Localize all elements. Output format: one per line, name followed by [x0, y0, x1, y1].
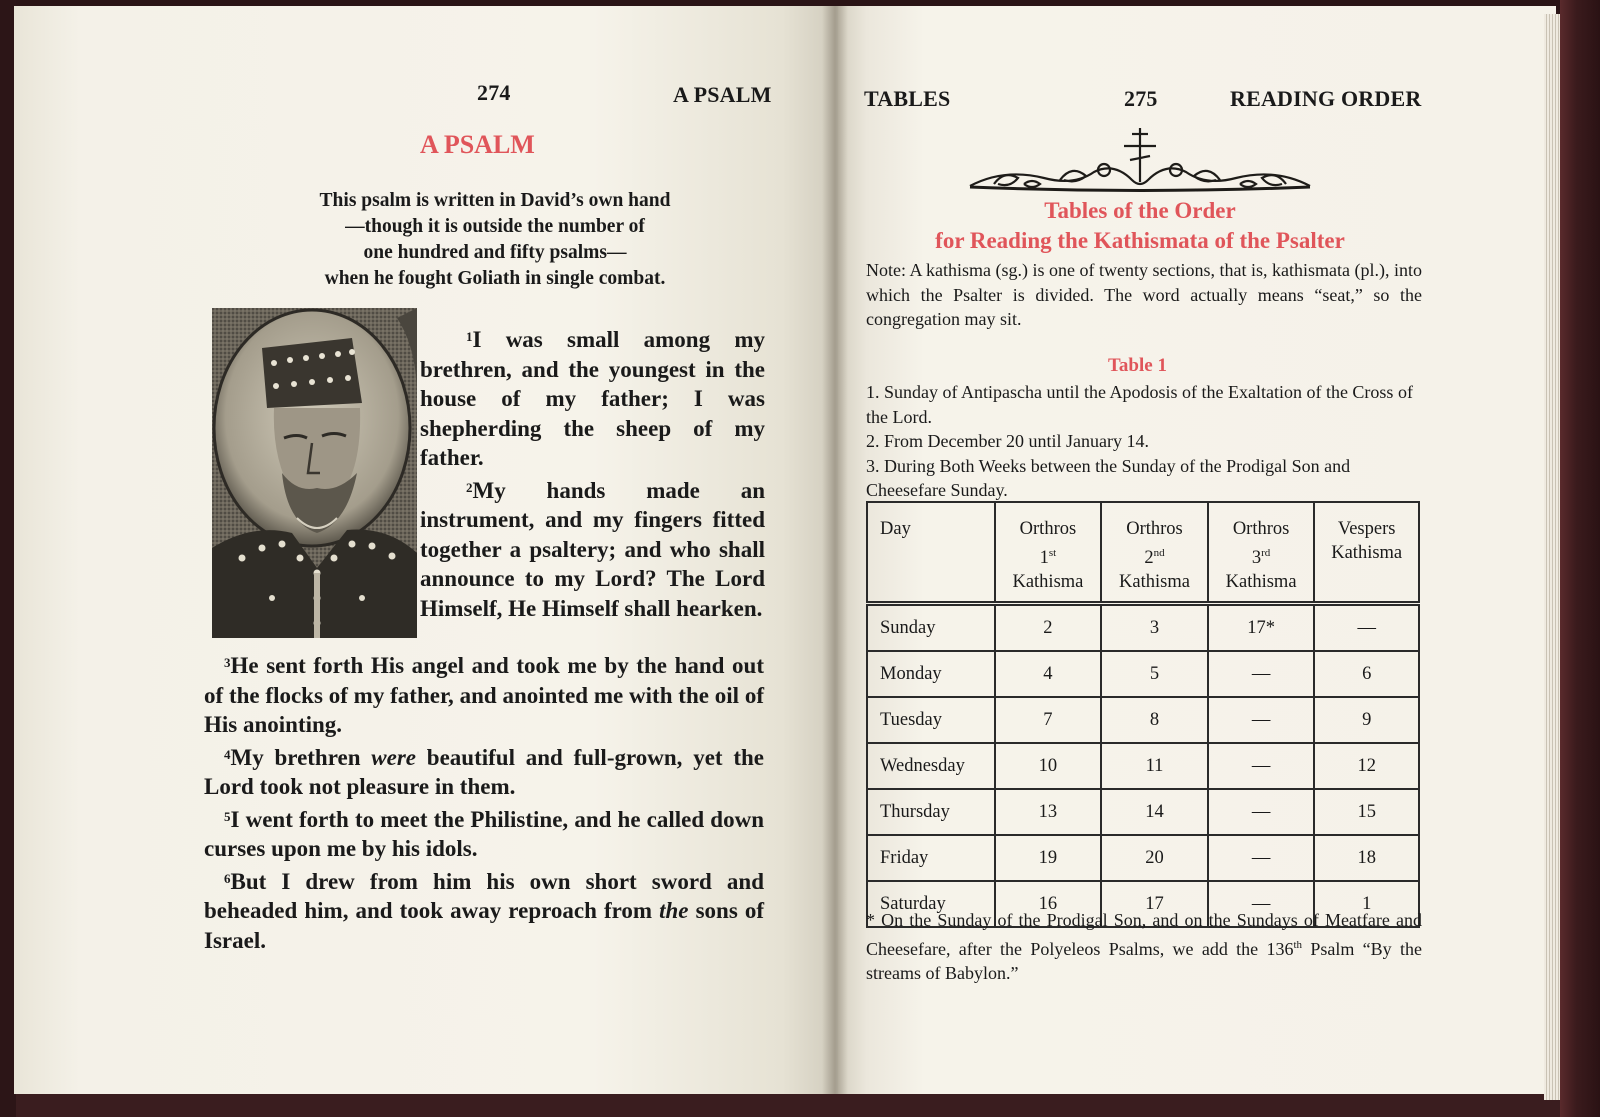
tables-title-line1: Tables of the Order	[1044, 198, 1236, 223]
verse-text: sons of Israel.	[204, 898, 764, 953]
page-edges	[1544, 14, 1560, 1100]
list-item: 3. During Both Weeks between the Sunday of the Prodigal Son and Cheesefare Sunday.	[866, 455, 1351, 500]
right-page-number: 275	[1124, 86, 1158, 111]
right-running-head-left: TABLES	[864, 86, 951, 111]
psalm-intro	[285, 188, 705, 292]
king-david-icon-illustration	[212, 308, 417, 638]
intro-line: when he fought Goliath in single combat.	[324, 268, 666, 289]
verse-text: My brethren	[230, 744, 372, 770]
intro-line: one hundred and fifty psalms—	[363, 242, 627, 263]
table-row	[867, 789, 1419, 835]
tables-title-line2: for Reading the Kathismata of the Psalter	[935, 228, 1345, 253]
cell: 2	[995, 604, 1102, 652]
cell: 1	[1314, 881, 1419, 927]
verse-1-wrapped	[420, 322, 765, 623]
verse-number: 3	[224, 655, 231, 670]
cell: 10	[995, 743, 1102, 789]
verse-text: But I drew from him his own short sword and beheaded him, and took away reproach from	[204, 868, 764, 923]
cell-day: Tuesday	[867, 697, 995, 743]
cell: 8	[1101, 697, 1208, 743]
cell: 15	[1314, 789, 1419, 835]
table-row	[867, 743, 1419, 789]
cross-ornament-icon	[964, 124, 1316, 198]
verse-text: He sent forth His angel and took me by the hand out of the flocks of my father, and anointed me with the oil of His anointing.	[204, 653, 764, 737]
table-row	[867, 697, 1419, 743]
list-item: 1. Sunday of Antipascha until the Apodosis of the Exaltation of the Cross of the Lord.	[866, 382, 1413, 427]
book-gutter	[822, 6, 848, 1094]
intro-line: —though it is outside the number of	[345, 216, 645, 237]
left-page-number: 274	[477, 80, 511, 105]
cell: 19	[995, 835, 1102, 881]
cell: —	[1208, 697, 1315, 743]
cell: —	[1208, 651, 1315, 697]
cell: 3	[1101, 604, 1208, 652]
table-label: Table 1	[1108, 355, 1167, 376]
cell: 20	[1101, 835, 1208, 881]
header-orthros-1: Orthros 1st Kathisma	[995, 502, 1102, 604]
cell: 11	[1101, 743, 1208, 789]
header-day: Day	[867, 502, 995, 604]
header-vespers: Vespers Kathisma	[1314, 502, 1419, 604]
cell-day: Thursday	[867, 789, 995, 835]
cell: —	[1208, 835, 1315, 881]
cell-day: Friday	[867, 835, 995, 881]
verse-number: 5	[224, 808, 231, 824]
psalm-title: A PSALM	[420, 130, 535, 159]
cell: 17	[1101, 881, 1208, 927]
psalm-verses-full-width	[204, 648, 764, 955]
verse-text: My hands made an instrument, and my fingers fitted together a psaltery; and who shall announce to my Lord? The Lord Himself, He Himself shall hearken.	[420, 477, 765, 621]
cell: 7	[995, 697, 1102, 743]
list-item: 2. From December 20 until January 14.	[866, 431, 1149, 451]
verse-number: 6	[224, 870, 231, 886]
cell-day: Sunday	[867, 604, 995, 652]
right-running-head-right: READING ORDER	[1230, 86, 1422, 111]
cell: 4	[995, 651, 1102, 697]
cell: —	[1314, 604, 1419, 652]
cell-day: Wednesday	[867, 743, 995, 789]
table-header-row	[867, 502, 1419, 604]
header-orthros-3: Orthros 3rd Kathisma	[1208, 502, 1315, 604]
cell-day: Saturday	[867, 881, 995, 927]
table-row	[867, 604, 1419, 652]
cell: —	[1208, 743, 1315, 789]
cell: 12	[1314, 743, 1419, 789]
cell-day: Monday	[867, 651, 995, 697]
cell: 13	[995, 789, 1102, 835]
table-row	[867, 651, 1419, 697]
verse-italic: the	[659, 898, 689, 923]
verse-text: beautiful and full-grown, yet the Lord took not pleasure in them.	[204, 744, 764, 799]
verse-number: 4	[224, 746, 231, 762]
verse-text: I went forth to meet the Philistine, and he called down curses upon me by his idols.	[204, 806, 764, 861]
table-footnote: * On the Sunday of the Prodigal Son, and on the Sundays of Meatfare and Cheesefare, after the Polyeleos Psalms, we add the 136th Psalm “By the streams of Babylon.”	[866, 910, 1422, 983]
cell: —	[1208, 881, 1315, 927]
intro-line: This psalm is written in David’s own hand	[319, 190, 671, 211]
verse-number: 2	[466, 479, 473, 495]
cell: 6	[1314, 651, 1419, 697]
left-running-head: A PSALM	[673, 82, 772, 107]
cell: 5	[1101, 651, 1208, 697]
cell: —	[1208, 789, 1315, 835]
cell: 16	[995, 881, 1102, 927]
verse-italic: were	[371, 744, 417, 770]
verse-text: I was small among my brethren, and the youngest in the house of my father; I was shepherding the sheep of my father.	[420, 327, 765, 470]
book-cover-right	[1560, 0, 1600, 1117]
cell: 18	[1314, 835, 1419, 881]
kathisma-note: Note: A kathisma (sg.) is one of twenty sections, that is, kathismata (pl.), into which the Psalter is divided. The word actually means “seat,” so the congregation may sit.	[866, 260, 1422, 329]
header-orthros-2: Orthros 2nd Kathisma	[1101, 502, 1208, 604]
table-row	[867, 835, 1419, 881]
cell: 14	[1101, 789, 1208, 835]
cell: 9	[1314, 697, 1419, 743]
cell: 17*	[1208, 604, 1315, 652]
verse-number: 1	[466, 329, 473, 344]
period-list	[866, 380, 1422, 503]
kathisma-order-table	[866, 501, 1420, 928]
